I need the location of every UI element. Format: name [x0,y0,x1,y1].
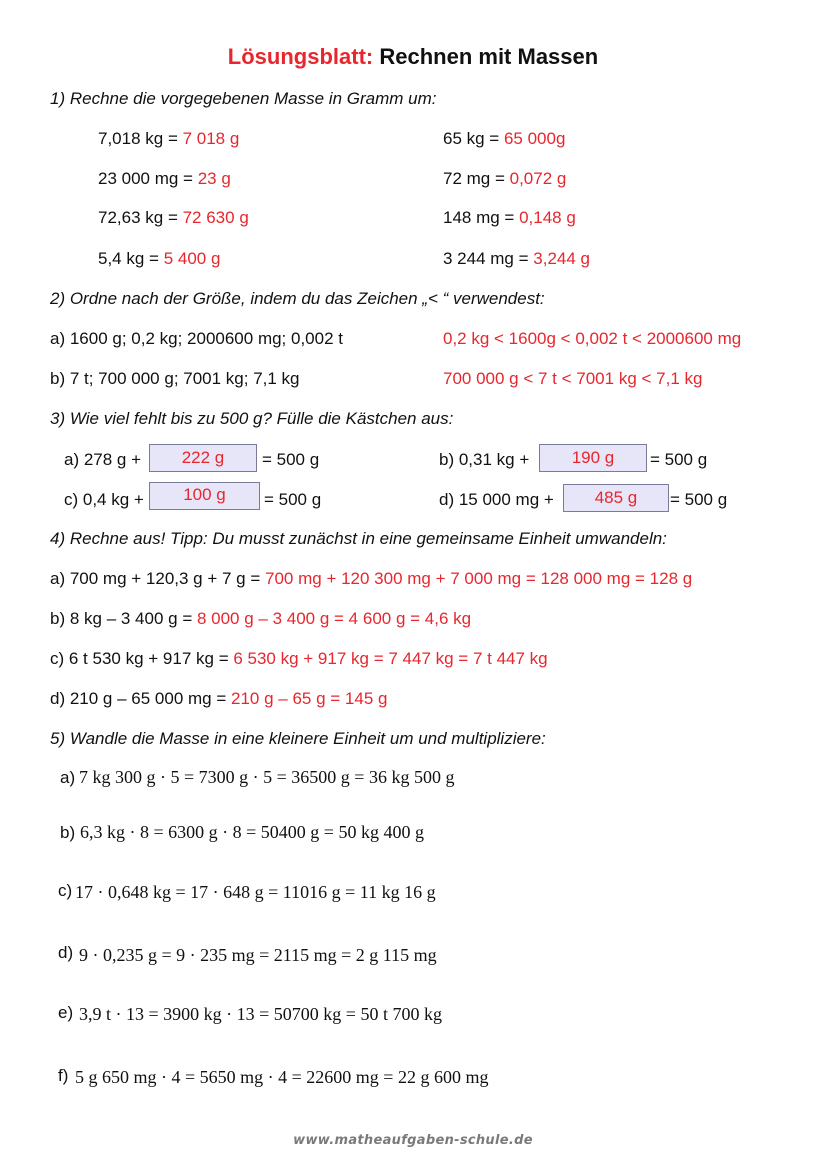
task3-a-pre: a) 278 g + [64,450,142,469]
task2-b-question: b) 7 t; 700 000 g; 7001 kg; 7,1 kg [50,369,300,388]
task5-heading: 5) Wandle die Masse in eine kleinere Einheit um und multipliziere: [50,729,546,748]
task4-item [50,609,471,629]
task2-heading: 2) Ordne nach der Größe, indem du das Zeichen „< “ verwendest: [50,289,545,308]
task4-item [50,649,548,669]
task2-b-answer: 700 000 g < 7 t < 7001 kg < 7,1 kg [443,369,703,388]
answer: 3,244 g [533,249,590,268]
task5-label: e) [58,1003,74,1022]
task5-label: f) [58,1066,69,1085]
task3-c-pre: c) 0,4 kg + [64,490,144,509]
task1-right-item [443,169,566,189]
task1-left-item [98,208,249,228]
question: c) 6 t 530 kg + 917 kg = [50,649,234,668]
task2-a-question: a) 1600 g; 0,2 kg; 2000600 mg; 0,002 t [50,329,343,348]
page-title [0,44,826,70]
task5-equation: 6,3 kg · 8 = 6300 g · 8 = 50400 g = 50 kg 400 g [80,822,424,842]
task3-a-box: 222 g [149,444,257,472]
question: 3 244 mg = [443,249,534,268]
task1-right-item [443,129,565,149]
task3-b-post: = 500 g [650,450,708,469]
task5-equation: 7 kg 300 g · 5 = 7300 g · 5 = 36500 g = 36 kg 500 g [79,767,455,787]
task1-left-item [98,249,220,269]
answer: 7 018 g [182,129,240,148]
question: 65 kg = [443,129,504,148]
answer: 72 630 g [182,208,249,227]
question: d) 210 g – 65 000 mg = [50,689,231,708]
task5-equation: 17 · 0,648 kg = 17 · 648 g = 11016 g = 11 kg 16 g [75,882,436,902]
task1-right-item [443,208,576,228]
answer: 23 g [197,169,231,188]
answer: 700 mg + 120 300 mg + 7 000 mg = 128 000 mg = 128 g [265,569,693,588]
task1-right-item [443,249,590,269]
answer: 8 000 g – 3 400 g = 4 600 g = 4,6 kg [196,609,472,628]
question: 72 mg = [443,169,510,188]
task5-label: d) [58,943,74,962]
question: 5,4 kg = [98,249,164,268]
answer: 5 400 g [163,249,221,268]
task5-equation: 9 · 0,235 g = 9 · 235 mg = 2115 mg = 2 g 115 mg [79,945,437,965]
task2-a-answer: 0,2 kg < 1600g < 0,002 t < 2000600 mg [443,329,742,348]
task5-label: a) [60,768,76,787]
answer: 210 g – 65 g = 145 g [231,689,388,708]
task1-left-item [98,129,239,149]
task5-equation: 5 g 650 mg · 4 = 5650 mg · 4 = 22600 mg = 22 g 600 mg [75,1067,489,1087]
task5-label: b) [60,823,76,842]
footer-url[interactable]: www.matheaufgaben-schule.de [293,1133,533,1148]
question: a) 700 mg + 120,3 g + 7 g = [50,569,266,588]
answer: 6 530 kg + 917 kg = 7 447 kg = 7 t 447 kg [233,649,548,668]
task1-left-item [98,169,231,189]
task3-d-box: 485 g [563,484,669,512]
question: 7,018 kg = [98,129,183,148]
task3-c-post: = 500 g [264,490,322,509]
answer: 0,072 g [509,169,567,188]
task4-item [50,689,387,709]
question: 23 000 mg = [98,169,198,188]
task3-c-box: 100 g [149,482,260,510]
task4-item [50,569,692,589]
task3-b-box: 190 g [539,444,647,472]
question: 148 mg = [443,208,520,227]
title-prefix: Lösungsblatt: [227,44,374,69]
task1-heading: 1) Rechne die vorgegebenen Masse in Gramm um: [50,89,437,108]
task4-heading: 4) Rechne aus! Tipp: Du musst zunächst in eine gemeinsame Einheit umwandeln: [50,529,667,548]
task3-heading: 3) Wie viel fehlt bis zu 500 g? Fülle die Kästchen aus: [50,409,454,428]
question: 72,63 kg = [98,208,183,227]
question: b) 8 kg – 3 400 g = [50,609,197,628]
task5-equation: 3,9 t · 13 = 3900 kg · 13 = 50700 kg = 50 t 700 kg [79,1004,442,1024]
answer: 65 000g [503,129,566,148]
answer: 0,148 g [519,208,576,227]
task3-a-post: = 500 g [262,450,320,469]
task3-b-pre: b) 0,31 kg + [439,450,530,469]
task3-d-pre: d) 15 000 mg + [439,490,554,509]
task3-d-post: = 500 g [670,490,728,509]
title-main: Rechnen mit Massen [379,44,599,69]
task5-label: c) [58,881,73,900]
